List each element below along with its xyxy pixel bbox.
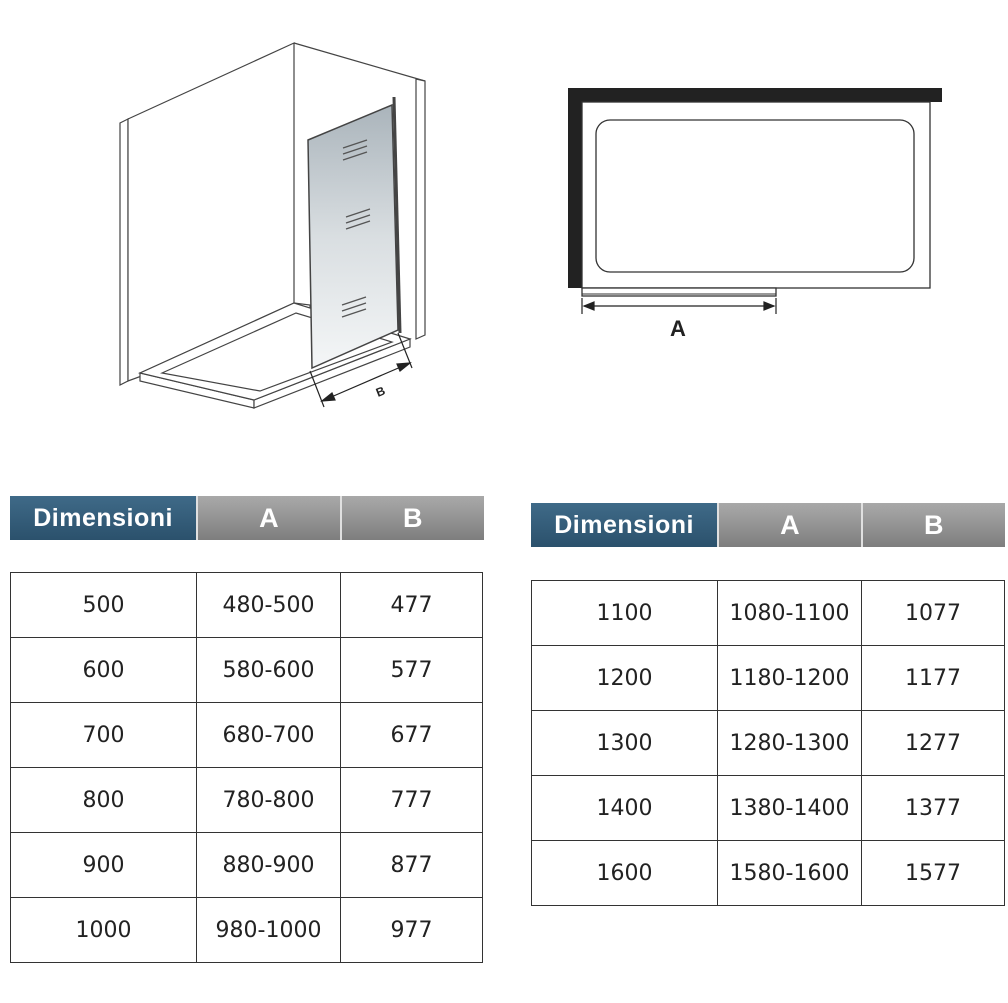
cell-a: 1180-1200 (718, 646, 862, 711)
cell-a: 1580-1600 (718, 841, 862, 906)
cell-dimension: 700 (11, 703, 197, 768)
cell-a: 1080-1100 (718, 581, 862, 646)
cell-b: 1377 (862, 776, 1005, 841)
dimension-a-line (582, 298, 776, 314)
cell-b: 477 (341, 573, 483, 638)
table-row (11, 638, 483, 703)
table-row (532, 711, 1005, 776)
cell-a: 1280-1300 (718, 711, 862, 776)
cell-dimension: 1000 (11, 898, 197, 963)
header-dimensioni: Dimensioni (531, 503, 717, 547)
table-row (532, 581, 1005, 646)
cell-dimension: 1400 (532, 776, 718, 841)
right-table-header (531, 503, 1005, 547)
cell-b: 877 (341, 833, 483, 898)
table-row (11, 898, 483, 963)
dimension-a-label: A (670, 316, 686, 341)
cell-a: 1380-1400 (718, 776, 862, 841)
header-a: A (196, 496, 339, 540)
right-dimensions-table (531, 580, 1005, 906)
cell-a: 680-700 (197, 703, 341, 768)
left-dimensions-table (10, 572, 483, 963)
cell-a: 580-600 (197, 638, 341, 703)
table-row (11, 703, 483, 768)
shower-plan-drawing (560, 80, 950, 350)
cell-a: 880-900 (197, 833, 341, 898)
cell-dimension: 1300 (532, 711, 718, 776)
plan-tray (582, 102, 930, 288)
glass-panel (308, 97, 400, 368)
cell-dimension: 1100 (532, 581, 718, 646)
cell-dimension: 1200 (532, 646, 718, 711)
table-row (11, 573, 483, 638)
dimension-b-label: B (373, 383, 388, 400)
cell-b: 1077 (862, 581, 1005, 646)
cell-dimension: 900 (11, 833, 197, 898)
header-b: B (340, 496, 484, 540)
cell-b: 777 (341, 768, 483, 833)
table-row (532, 646, 1005, 711)
table-row (532, 841, 1005, 906)
cell-a: 480-500 (197, 573, 341, 638)
cell-b: 677 (341, 703, 483, 768)
table-row (11, 768, 483, 833)
header-b: B (861, 503, 1005, 547)
cell-b: 1577 (862, 841, 1005, 906)
cell-a: 980-1000 (197, 898, 341, 963)
cell-b: 1177 (862, 646, 1005, 711)
cell-a: 780-800 (197, 768, 341, 833)
cell-dimension: 600 (11, 638, 197, 703)
header-dimensioni: Dimensioni (10, 496, 196, 540)
cell-dimension: 1600 (532, 841, 718, 906)
table-row (11, 833, 483, 898)
table-row (532, 776, 1005, 841)
cell-b: 577 (341, 638, 483, 703)
cell-dimension: 500 (11, 573, 197, 638)
header-a: A (717, 503, 860, 547)
plan-glass-panel (582, 288, 776, 296)
cell-b: 1277 (862, 711, 1005, 776)
cell-b: 977 (341, 898, 483, 963)
shower-perspective-drawing (110, 35, 440, 430)
cell-dimension: 800 (11, 768, 197, 833)
left-table-header (10, 496, 484, 540)
